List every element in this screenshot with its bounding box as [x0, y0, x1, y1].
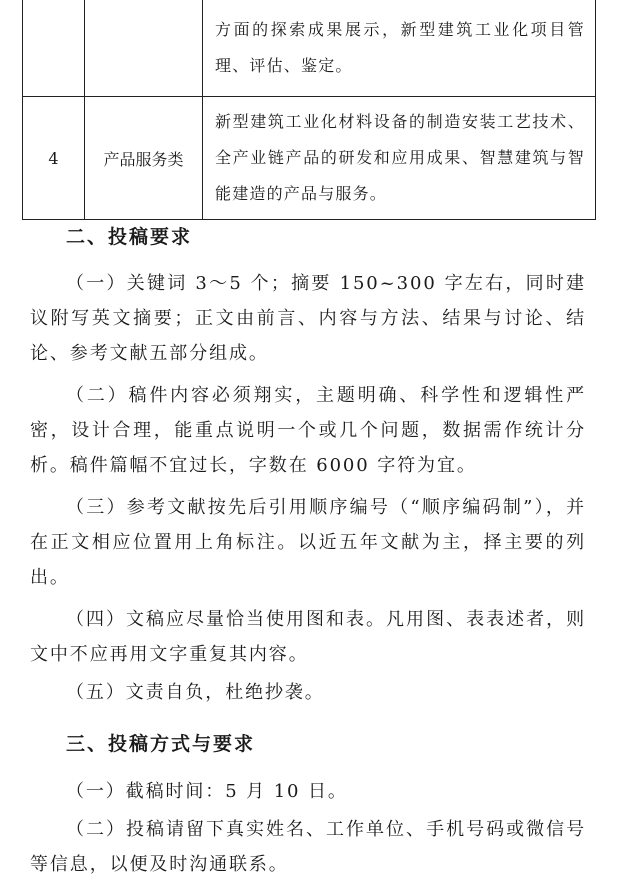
table-cell-description: 新型建筑工业化材料设备的制造安装工艺技术、全产业链产品的研发和应用成果、智慧建筑与智能建造的产品与服务。	[203, 97, 596, 220]
category-table	[22, 0, 596, 220]
table-cell-description: 方面的探索成果展示，新型建筑工业化项目管理、评估、鉴定。	[203, 0, 596, 97]
paragraph-item-2: （二）稿件内容必须翔实，主题明确、科学性和逻辑性严密，设计合理，能重点说明一个或几个问题，数据需作统计分析。稿件篇幅不宜过长，字数在 6000 字符为宜。	[30, 385, 586, 476]
section-heading-submission-requirements: 二、投稿要求	[66, 226, 193, 248]
table-cell-category	[85, 0, 203, 97]
paragraph-item-3: （三）参考文献按先后引用顺序编号（“顺序编码制”），并在正文相应位置用上角标注。以近五年文献为主，择主要的列出。	[30, 497, 586, 588]
table-cell-category: 产品服务类	[85, 97, 203, 220]
section-heading-submission-method: 三、投稿方式与要求	[66, 733, 256, 755]
paragraph-deadline: （一）截稿时间：5 月 10 日。	[66, 781, 348, 802]
table-cell-number: 4	[23, 97, 85, 220]
table-row	[23, 0, 596, 97]
paragraph-contact-info: （二）投稿请留下真实姓名、工作单位、手机号码或微信号等信息，以便及时沟通联系。	[30, 819, 586, 875]
paragraph-item-1: （一）关键词 3～5 个；摘要 150~300 字左右，同时建议附写英文摘要；正文由前言、内容与方法、结果与讨论、结论、参考文献五部分组成。	[30, 273, 586, 364]
paragraph-item-4: （四）文稿应尽量恰当使用图和表。凡用图、表表述者，则文中不应再用文字重复其内容。	[30, 609, 586, 665]
paragraph-item-5: （五）文责自负，杜绝抄袭。	[66, 682, 325, 703]
table-cell-number	[23, 0, 85, 97]
table-row	[23, 97, 596, 220]
